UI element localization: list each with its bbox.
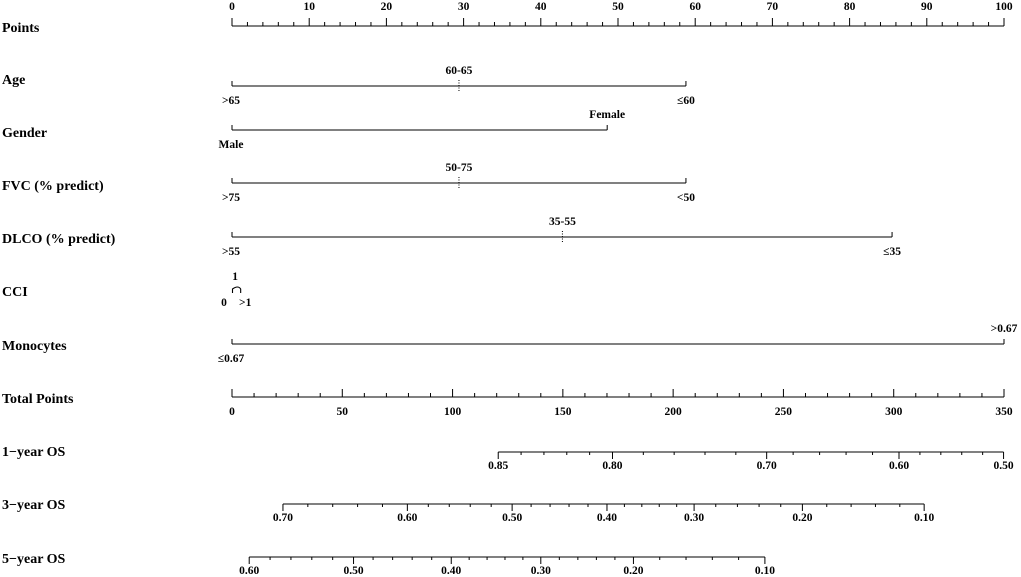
- 1-year-os-tick-label: 0.50: [993, 460, 1014, 472]
- monocytes-level-label: ≤0.67: [217, 353, 245, 365]
- points-tick-label: 20: [380, 1, 393, 13]
- age-level-label: >65: [221, 95, 241, 107]
- gender-level-label: Male: [218, 139, 244, 151]
- 5-year-os-row-label: 5−year OS: [2, 552, 66, 567]
- points-tick-label: 0: [229, 1, 235, 13]
- 5-year-os-tick-label: 0.50: [343, 565, 364, 577]
- points-tick-label: 80: [843, 1, 856, 13]
- fvc-predict-level-label: <50: [676, 192, 695, 204]
- 5-year-os-tick-label: 0.20: [623, 565, 644, 577]
- 5-year-os-tick-label: 0.30: [530, 565, 551, 577]
- points-tick-label: 70: [766, 1, 779, 13]
- points-tick-label: 100: [995, 1, 1013, 13]
- 1-year-os-tick-label: 0.85: [488, 460, 509, 472]
- age-row-label: Age: [2, 73, 26, 88]
- dlco-predict-level-label: >55: [221, 246, 241, 258]
- points-row-label: Points: [2, 21, 40, 36]
- dlco-predict-level-label: ≤35: [883, 246, 901, 258]
- points-tick-label: 50: [612, 1, 624, 13]
- 5-year-os-tick-label: 0.40: [441, 565, 462, 577]
- total-points-tick-label: 200: [664, 406, 682, 418]
- 5-year-os-tick-label: 0.60: [239, 565, 260, 577]
- 1-year-os-tick-label: 0.80: [602, 460, 623, 472]
- points-tick-label: 90: [921, 1, 933, 13]
- monocytes-row-label: Monocytes: [2, 339, 67, 354]
- age-level-label: 60-65: [445, 65, 473, 77]
- fvc-predict-row-label: FVC (% predict): [2, 179, 104, 194]
- fvc-predict-level-label: 50-75: [445, 162, 473, 174]
- points-tick-label: 60: [689, 1, 701, 13]
- 1-year-os-tick-label: 0.70: [756, 460, 777, 472]
- total-points-tick-label: 100: [443, 406, 462, 418]
- cci-axis-line: [233, 287, 241, 293]
- 3-year-os-tick-label: 0.40: [596, 512, 618, 524]
- 3-year-os-tick-label: 0.70: [272, 512, 294, 524]
- gender-row-label: Gender: [2, 126, 48, 141]
- cci-level-label: 1: [232, 271, 238, 283]
- total-points-tick-label: 350: [995, 406, 1013, 418]
- 3-year-os-tick-label: 0.20: [792, 512, 813, 524]
- 1-year-os-tick-label: 0.60: [888, 460, 910, 472]
- total-points-tick-label: 50: [336, 406, 349, 418]
- dlco-predict-row-label: DLCO (% predict): [2, 232, 116, 247]
- total-points-tick-label: 300: [885, 406, 903, 418]
- fvc-predict-level-label: >75: [221, 192, 241, 204]
- 1-year-os-row-label: 1−year OS: [2, 445, 66, 460]
- dlco-predict-level-label: 35-55: [548, 216, 576, 228]
- total-points-tick-label: 150: [554, 406, 572, 418]
- cci-level-label: >1: [239, 297, 252, 309]
- cci-level-label: 0: [221, 297, 227, 309]
- 3-year-os-row-label: 3−year OS: [2, 498, 66, 513]
- 3-year-os-tick-label: 0.50: [502, 512, 523, 524]
- points-tick-label: 30: [457, 1, 470, 13]
- points-tick-label: 40: [535, 1, 547, 13]
- 5-year-os-tick-label: 0.10: [754, 565, 775, 577]
- total-points-tick-label: 0: [229, 406, 235, 418]
- 3-year-os-tick-label: 0.60: [397, 512, 418, 524]
- cci-row-label: CCI: [2, 285, 28, 300]
- total-points-tick-label: 250: [774, 406, 793, 418]
- points-tick-label: 10: [303, 1, 315, 13]
- gender-level-label: Female: [589, 109, 626, 121]
- age-level-label: ≤60: [677, 95, 695, 107]
- monocytes-level-label: >0.67: [990, 323, 1018, 335]
- 3-year-os-tick-label: 0.30: [684, 512, 705, 524]
- total-points-row-label: Total Points: [2, 392, 74, 407]
- 3-year-os-tick-label: 0.10: [914, 512, 935, 524]
